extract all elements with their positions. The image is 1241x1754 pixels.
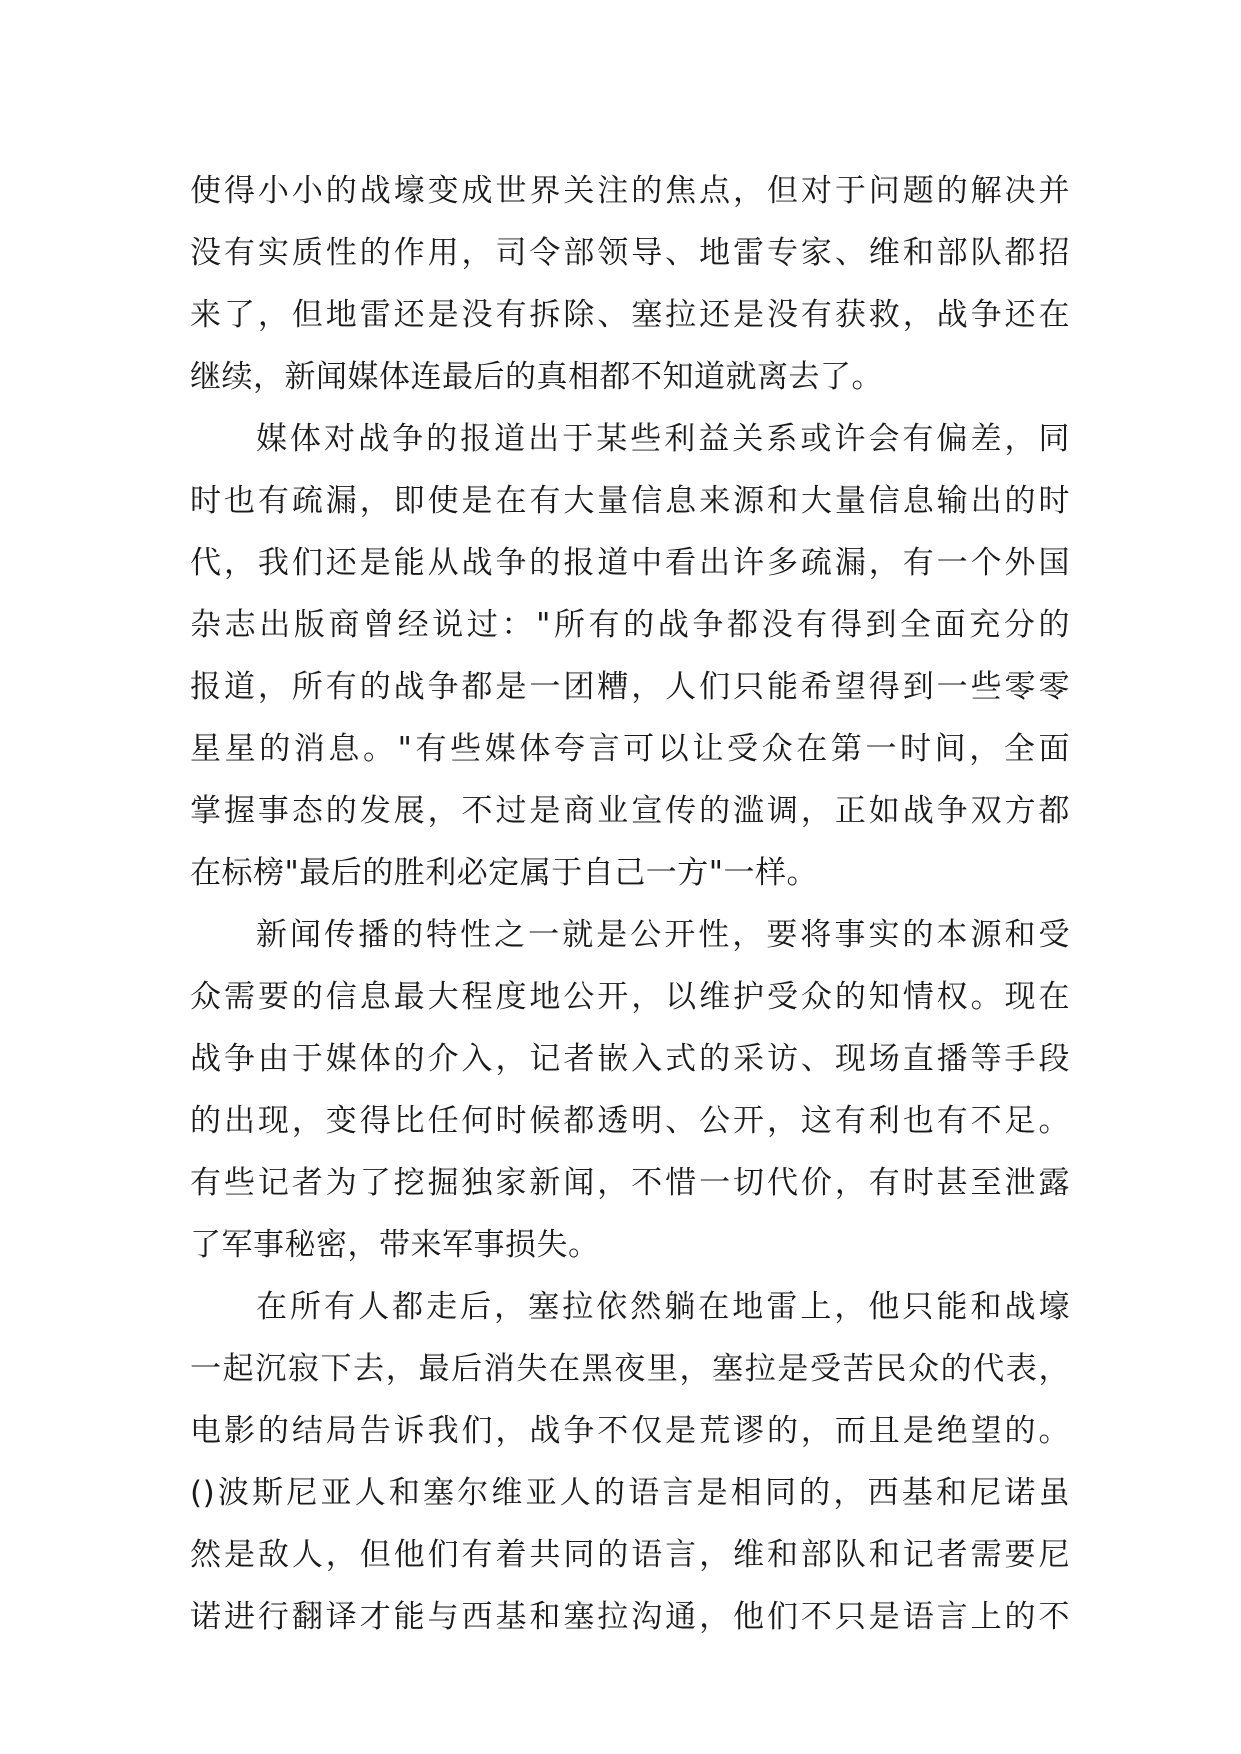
text-line: 报道，所有的战争都是一团糟，人们只能希望得到一些零零 <box>190 669 1070 705</box>
text-line: 有些记者为了挖掘独家新闻，不惜一切代价，有时甚至泄露 <box>190 1165 1070 1201</box>
text-line: 星星的消息。"有些媒体夸言可以让受众在第一时间，全面 <box>190 731 1070 767</box>
text-line: 诺进行翻译才能与西基和塞拉沟通，他们不只是语言上的不 <box>190 1599 1070 1635</box>
body-text <box>190 160 1070 1648</box>
paragraph-4 <box>190 1276 1070 1648</box>
text-line: 来了，但地雷还是没有拆除、塞拉还是没有获救，战争还在 <box>190 297 1070 333</box>
text-line: 的出现，变得比任何时候都透明、公开，这有利也有不足。 <box>190 1103 1070 1139</box>
text-line: 一起沉寂下去，最后消失在黑夜里，塞拉是受苦民众的代表， <box>190 1351 1070 1387</box>
text-line: 代，我们还是能从战争的报道中看出许多疏漏，有一个外国 <box>190 545 1070 581</box>
text-line: 战争由于媒体的介入，记者嵌入式的采访、现场直播等手段 <box>190 1041 1070 1077</box>
text-line: 掌握事态的发展，不过是商业宣传的滥调，正如战争双方都 <box>190 793 1070 829</box>
paragraph-2 <box>190 408 1070 904</box>
text-line: 没有实质性的作用，司令部领导、地雷专家、维和部队都招 <box>190 235 1070 271</box>
text-line: 在标榜"最后的胜利必定属于自己一方"一样。 <box>190 855 819 891</box>
paragraph-3 <box>190 904 1070 1276</box>
text-line: ()波斯尼亚人和塞尔维亚人的语言是相同的，西基和尼诺虽 <box>190 1475 1070 1511</box>
text-line: 杂志出版商曾经说过："所有的战争都没有得到全面充分的 <box>190 607 1070 643</box>
text-line: 了军事秘密，带来军事损失。 <box>190 1227 600 1263</box>
text-line: 然是敌人，但他们有着共同的语言，维和部队和记者需要尼 <box>190 1537 1070 1573</box>
text-line: 继续，新闻媒体连最后的真相都不知道就离去了。 <box>190 359 883 395</box>
text-line: 在所有人都走后，塞拉依然躺在地雷上，他只能和战壕 <box>256 1289 1070 1325</box>
text-line: 众需要的信息最大程度地公开，以维护受众的知情权。现在 <box>190 979 1070 1015</box>
text-line: 时也有疏漏，即使是在有大量信息来源和大量信息输出的时 <box>190 483 1070 519</box>
text-line: 使得小小的战壕变成世界关注的焦点，但对于问题的解决并 <box>190 173 1070 209</box>
paragraph-1 <box>190 160 1070 408</box>
text-line: 电影的结局告诉我们，战争不仅是荒谬的，而且是绝望的。 <box>190 1413 1070 1449</box>
text-line: 媒体对战争的报道出于某些利益关系或许会有偏差，同 <box>256 421 1070 457</box>
text-line: 新闻传播的特性之一就是公开性，要将事实的本源和受 <box>256 917 1070 953</box>
